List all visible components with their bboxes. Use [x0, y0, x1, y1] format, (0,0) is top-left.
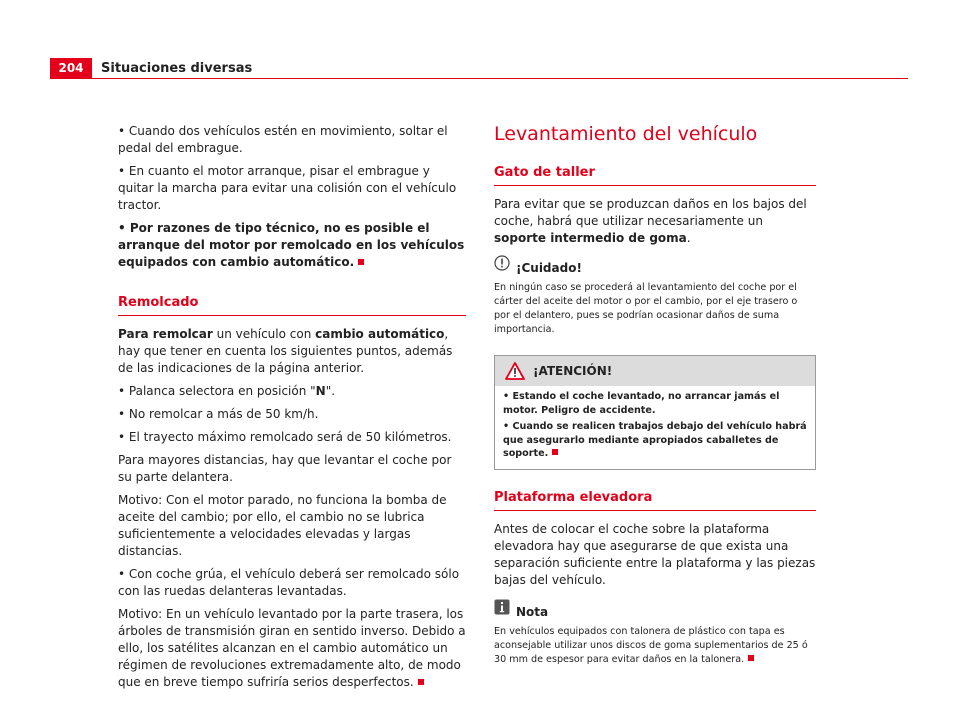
- end-mark-icon: [358, 259, 364, 265]
- page-number: 204: [50, 58, 92, 78]
- note-title: Nota: [516, 604, 549, 619]
- bold-text: • Por razones de tipo técnico, no es posible el arranque del motor por remolcado en los vehículos equipados con cambio automático.: [118, 221, 465, 269]
- paragraph: [494, 196, 816, 247]
- warning-title: ¡ATENCIÓN!: [533, 364, 613, 378]
- text: un vehículo con: [212, 327, 316, 341]
- gato-heading: Gato de taller: [494, 165, 816, 186]
- paragraph-bold: [118, 220, 466, 271]
- list-item: • No remolcar a más de 50 km/h.: [118, 407, 319, 421]
- text: , hay que tener en cuenta los siguientes puntos, además de las indicaciones de la página anterior.: [118, 327, 453, 375]
- header-rule: [50, 78, 908, 79]
- text: En vehículos equipados con talonera de plástico con tapa es aconsejable utilizar unos discos de goma suplementarios de 25 ó 30 mm de espesor para evitar daños en la talonera.: [494, 625, 808, 665]
- section-title: Situaciones diversas: [101, 61, 253, 76]
- caution-title: ¡Cuidado!: [516, 261, 582, 275]
- paragraph: Para mayores distancias, hay que levantar el coche por su parte delantera.: [118, 453, 452, 484]
- bold-text: cambio automático: [315, 327, 445, 341]
- list-item: • Con coche grúa, el vehículo deberá ser remolcado sólo con las ruedas delanteras levantadas.: [118, 567, 460, 598]
- paragraph: • Cuando dos vehículos estén en movimiento, soltar el pedal del embrague.: [118, 124, 448, 155]
- list-item: [118, 383, 466, 400]
- paragraph: Antes de colocar el coche sobre la plataforma elevadora hay que asegurarse de que exista una separación suficiente entre la plataforma y las piezas bajas del vehículo.: [494, 521, 816, 587]
- text: Para evitar que se produzcan daños en los bajos del coche, habrá que utilizar necesariamente un: [494, 197, 807, 228]
- end-mark-icon: [552, 449, 558, 455]
- caution-header: [494, 259, 816, 277]
- paragraph: [118, 326, 466, 377]
- end-mark-icon: [418, 679, 424, 685]
- warning-header: [495, 356, 815, 386]
- end-mark-icon: [748, 655, 754, 661]
- warning-box: [494, 355, 816, 470]
- text: • Cuando se realicen trabajos debajo del vehículo habrá que asegurarlo mediante apropiados caballetes de soporte.: [503, 421, 807, 459]
- caution-icon: [494, 255, 510, 271]
- note-text: [494, 625, 816, 667]
- warning-triangle-icon: [505, 362, 525, 380]
- text: ".: [325, 384, 336, 398]
- note-header: [494, 603, 816, 621]
- warning-item: • Estando el coche levantado, no arrancar jamás el motor. Peligro de accidente.: [503, 391, 780, 416]
- left-column: [118, 123, 466, 697]
- list-item: • El trayecto máximo remolcado será de 50 kilómetros.: [118, 430, 452, 444]
- paragraph: • En cuanto el motor arranque, pisar el embrague y quitar la marcha para evitar una colisión con el vehículo tractor.: [118, 164, 457, 212]
- bold-text: soporte intermedio de goma: [494, 231, 687, 245]
- main-heading: Levantamiento del vehículo: [494, 123, 758, 145]
- plataforma-heading: Plataforma elevadora: [494, 490, 816, 511]
- bold-text: N: [315, 384, 326, 398]
- text: Motivo: En un vehículo levantado por la parte trasera, los árboles de transmisión giran en sentido inverso. Debido a ello, los satélites alcanzan en el cambio automático un régimen de revoluciones extremadamente alto, de modo que en breve tiempo sufriría serios desperfectos.: [118, 607, 466, 689]
- warning-item: [503, 420, 807, 461]
- paragraph: [118, 606, 466, 691]
- remolcado-heading: Remolcado: [118, 295, 466, 316]
- paragraph: Motivo: Con el motor parado, no funciona la bomba de aceite del cambio; por ello, el cambio no se lubrica suficientemente a velocidades elevadas y largas distancias.: [118, 493, 447, 558]
- caution-text: En ningún caso se procederá al levantamiento del coche por el cárter del aceite del motor o por el cambio, por el eje trasero o por el delantero, pues se podrían ocasionar daños de suma importancia.: [494, 282, 798, 335]
- info-icon: [494, 599, 510, 615]
- bold-text: Para remolcar: [118, 327, 213, 341]
- text: • Palanca selectora en posición ": [118, 384, 316, 398]
- right-column: [494, 123, 816, 667]
- text: .: [686, 231, 691, 245]
- warning-body: [495, 386, 815, 469]
